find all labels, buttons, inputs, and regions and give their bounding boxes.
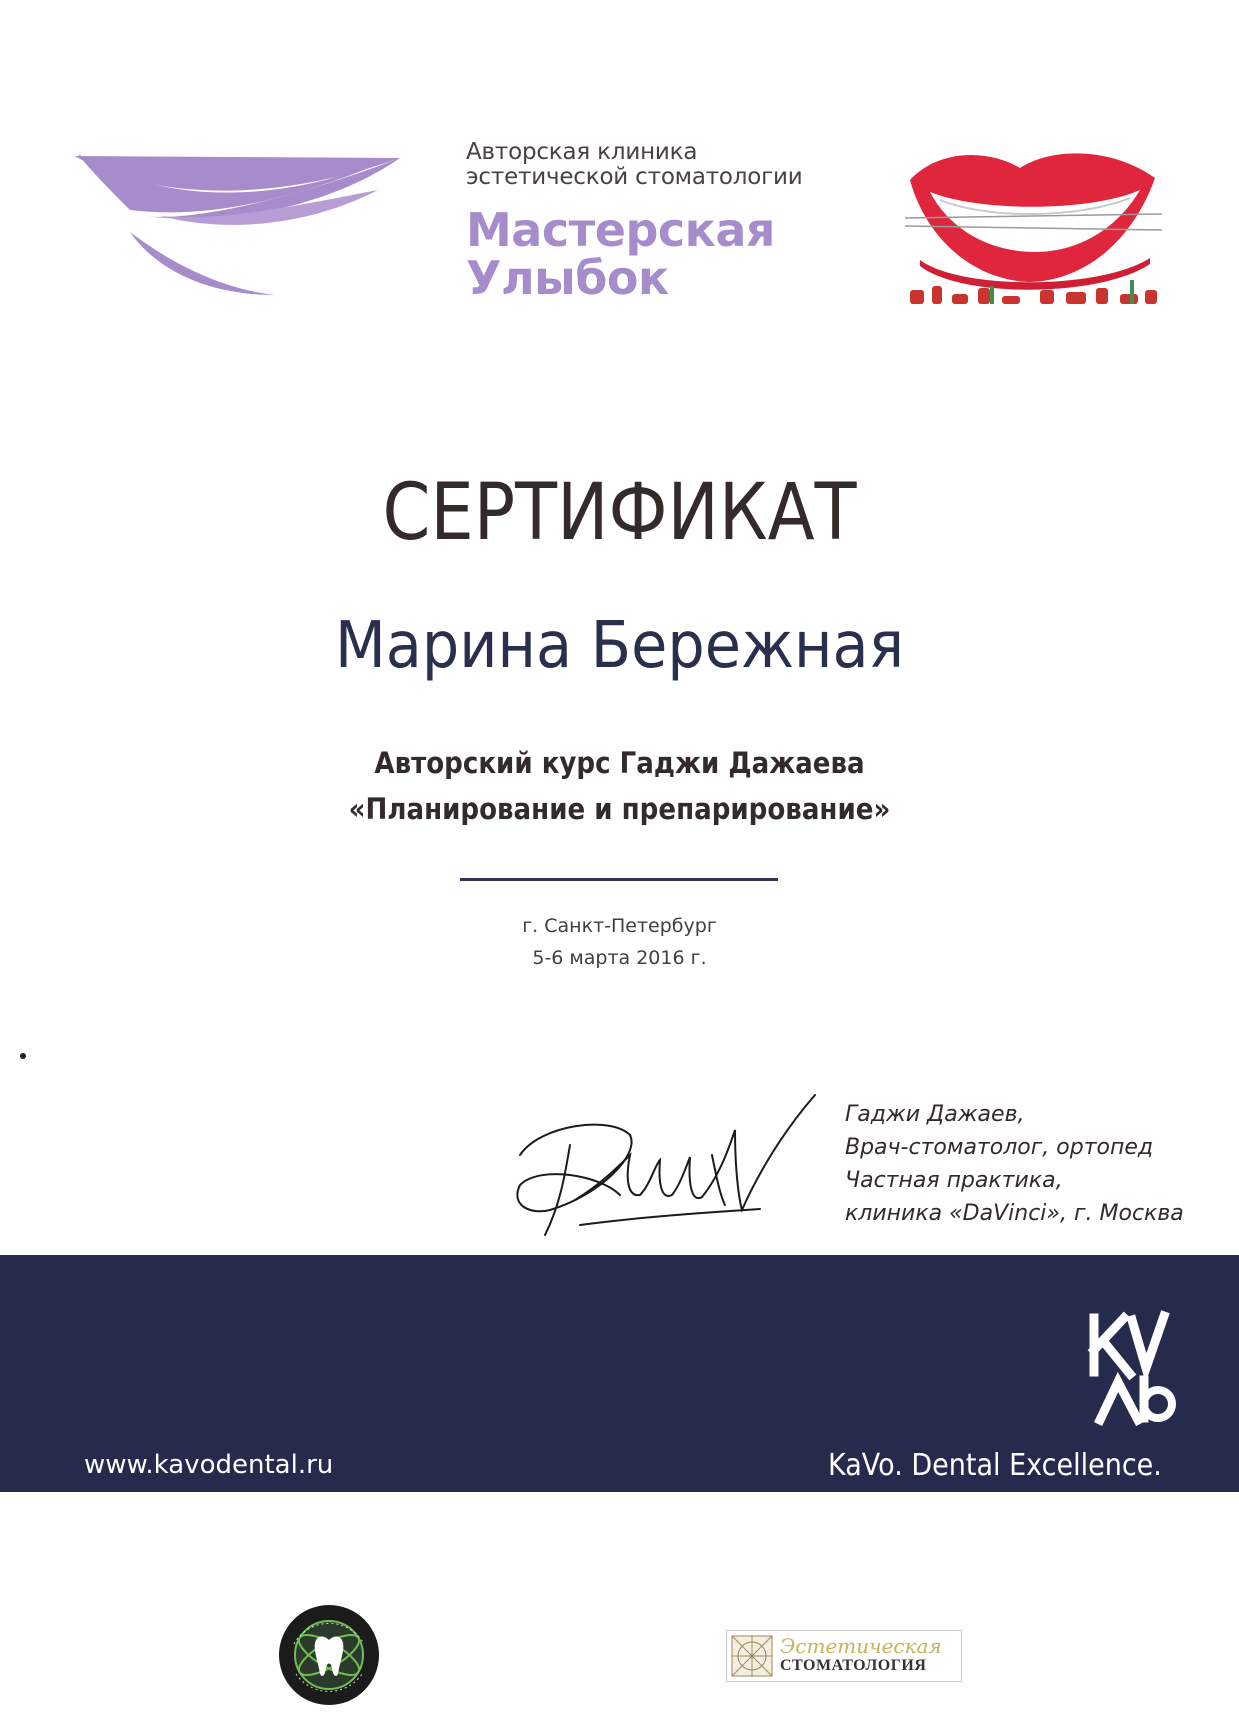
scan-speck <box>20 1053 26 1059</box>
lips-illustration <box>900 140 1170 315</box>
esthetic-dentistry-logo <box>726 1630 962 1682</box>
website-link[interactable]: www.kavodental.ru <box>84 1450 334 1480</box>
handwritten-signature <box>480 1085 830 1245</box>
clinic-name <box>466 203 866 305</box>
smile-swoosh-logo <box>70 150 410 320</box>
clinic-subtitle <box>466 140 866 190</box>
grid-emblem-icon <box>730 1634 774 1678</box>
divider-line <box>460 878 778 881</box>
course-title <box>62 740 1177 832</box>
signer-name: Гаджи Дажаев, <box>845 1102 1025 1127</box>
clinic-name-line1: Мастерская <box>466 203 775 257</box>
venue-block <box>0 910 1239 974</box>
recipient-name: Марина Бережная <box>334 609 905 683</box>
venue-city: г. Санкт-Петербург <box>522 915 717 937</box>
clinic-subtitle-line1: Авторская клиника <box>466 139 698 165</box>
venue-date: 5-6 марта 2016 г. <box>532 947 707 969</box>
clinic-name-line2: Улыбок <box>466 251 669 305</box>
clinic-subtitle-line2: эстетической стоматологии <box>466 164 803 190</box>
brand-tagline: KaVo. Dental Excellence. <box>828 1448 1162 1483</box>
kavo-logo <box>1080 1310 1180 1430</box>
signer-info <box>845 1098 1205 1230</box>
course-line2: «Планирование и препарирование» <box>348 792 891 826</box>
course-line1: Авторский курс Гаджи Дажаева <box>374 746 865 780</box>
signer-position: Врач-стоматолог, ортопед <box>845 1135 1154 1160</box>
signer-practice: Частная практика, <box>845 1168 1063 1193</box>
signer-clinic: клиника «DaVinci», г. Москва <box>845 1201 1184 1226</box>
esthetic-logo-line1: Эстетическая <box>780 1634 942 1658</box>
esthetic-logo-line2: СТОМАТОЛОГИЯ <box>780 1657 927 1674</box>
mir-stomatology-logo <box>278 1604 380 1706</box>
certificate-title: СЕРТИФИКАТ <box>382 468 857 558</box>
